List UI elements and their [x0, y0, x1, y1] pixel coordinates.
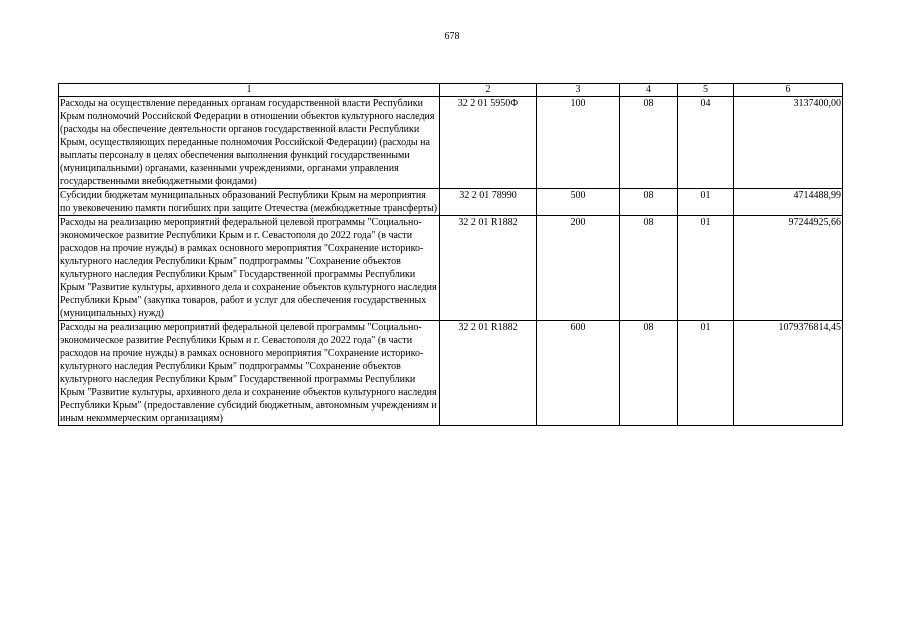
table-row: [59, 216, 843, 321]
row-col4: 08: [620, 216, 678, 321]
row-code: 32 2 01 78990: [440, 189, 537, 216]
row-col5: 01: [678, 321, 734, 426]
budget-table: [58, 83, 843, 426]
table-row: [59, 321, 843, 426]
row-col4: 08: [620, 321, 678, 426]
table-row: [59, 97, 843, 189]
row-description: Расходы на реализацию мероприятий федеральной целевой программы "Социально-экономическое развитие Республики Крым и г. Севастополя до 2022 года" (в части расходов на прочие нужды) в рамках основного мероприятия "Сохранение историко-культурного наследия Республики Крым" подпрограммы "Сохранение объектов культурного наследия Республики Крым" Государственной программы Республики Крым "Развитие культуры, архивного дела и сохранение объектов культурного наследия Республики Крым" (закупка товаров, работ и услуг для обеспечения государственных (муниципальных) нужд): [59, 216, 440, 321]
table-header-row: [59, 84, 843, 97]
row-description: Субсидии бюджетам муниципальных образований Республики Крым на мероприятия по увековечению памяти погибших при защите Отечества (межбюджетные трансферты): [59, 189, 440, 216]
row-col4: 08: [620, 189, 678, 216]
column-header-4: 4: [620, 84, 678, 97]
column-header-5: 5: [678, 84, 734, 97]
row-amount: 97244925,66: [734, 216, 843, 321]
column-header-1: 1: [59, 84, 440, 97]
row-col3: 100: [537, 97, 620, 189]
row-col5: 01: [678, 189, 734, 216]
row-col5: 04: [678, 97, 734, 189]
row-col4: 08: [620, 97, 678, 189]
row-code: 32 2 01 R1882: [440, 321, 537, 426]
table-row: [59, 189, 843, 216]
row-amount: 3137400,00: [734, 97, 843, 189]
row-code: 32 2 01 R1882: [440, 216, 537, 321]
column-header-2: 2: [440, 84, 537, 97]
row-code: 32 2 01 5950Ф: [440, 97, 537, 189]
column-header-6: 6: [734, 84, 843, 97]
row-col5: 01: [678, 216, 734, 321]
row-amount: 1079376814,45: [734, 321, 843, 426]
row-col3: 200: [537, 216, 620, 321]
row-amount: 4714488,99: [734, 189, 843, 216]
page-number: 678: [444, 31, 460, 42]
column-header-3: 3: [537, 84, 620, 97]
row-col3: 600: [537, 321, 620, 426]
row-description: Расходы на реализацию мероприятий федеральной целевой программы "Социально-экономическое развитие Республики Крым и г. Севастополя до 2022 года" (в части расходов на прочие нужды) в рамках основного мероприятия "Сохранение историко-культурного наследия Республики Крым" подпрограммы "Сохранение объектов культурного наследия Республики Крым" Государственной программы Республики Крым "Развитие культуры, архивного дела и сохранение объектов культурного наследия Республики Крым" (предоставление субсидий бюджетным, автономным учреждениям и иным некоммерческим организациям): [59, 321, 440, 426]
row-col3: 500: [537, 189, 620, 216]
row-description: Расходы на осуществление переданных органам государственной власти Республики Крым полномочий Российской Федерации в отношении объектов культурного наследия (расходы на обеспечение деятельности органов государственной власти Республики Крым, осуществляющих переданные полномочия Российской Федерации) (расходы на выплаты персоналу в целях обеспечения выполнения функций государственными (муниципальными) органами, казенными учреждениями, органами управления государственными внебюджетными фондами): [59, 97, 440, 189]
